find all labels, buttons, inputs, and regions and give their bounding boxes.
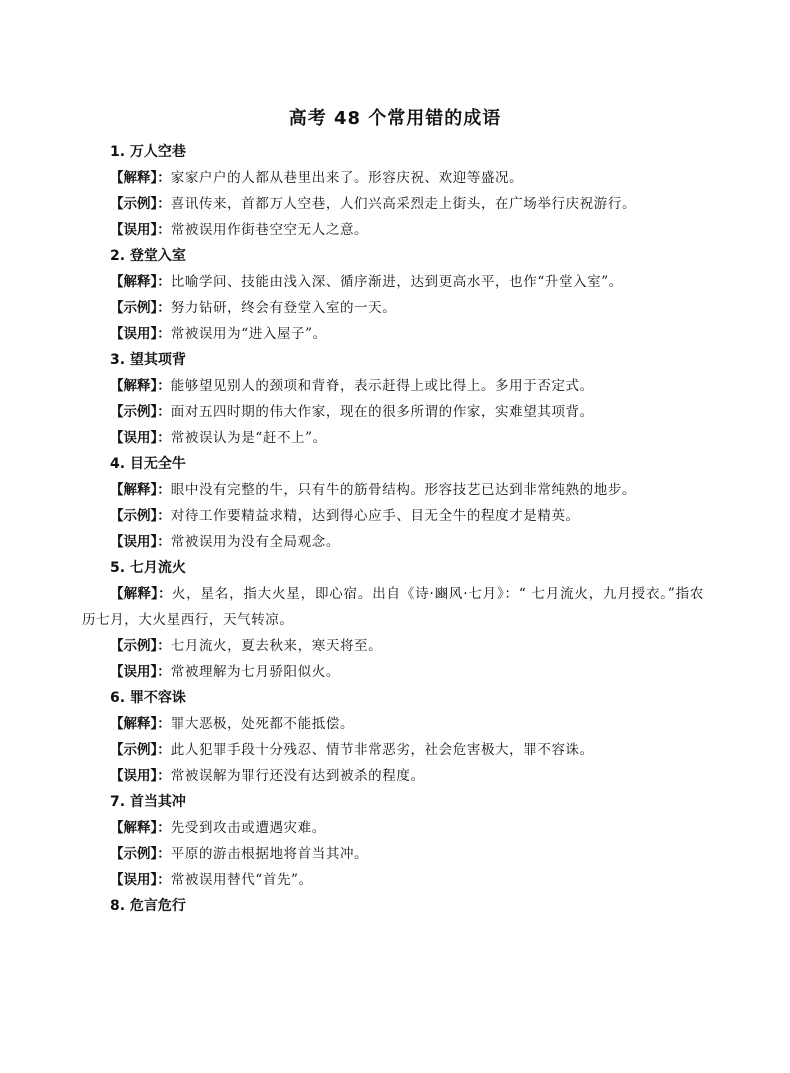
line-text: 眼中没有完整的牛，只有牛的筋骨结构。形容技艺已达到非常纯熟的地步。 [170, 482, 637, 498]
idiom-heading: 2. 登堂入室 [110, 248, 186, 264]
line-label: 【解释】： [110, 378, 171, 394]
idiom-line [82, 269, 704, 295]
document-body [82, 139, 704, 919]
line-label: 【误用】： [110, 872, 171, 888]
idiom-line [82, 737, 704, 763]
line-label: 【误用】： [110, 222, 171, 238]
line-label: 【示例】： [110, 404, 171, 420]
line-text: 常被理解为七月骄阳似火。 [170, 664, 340, 680]
idiom-heading: 6. 罪不容诛 [110, 690, 186, 706]
idiom-line [82, 815, 704, 841]
line-text: 努力钻研，终会有登堂入室的一天。 [170, 300, 397, 316]
line-text: 常被误解为罪行还没有达到被杀的程度。 [170, 768, 425, 784]
idiom-entry [82, 347, 704, 451]
idiom-line [82, 373, 704, 399]
line-text: 对待工作要精益求精，达到得心应手、目无全牛的程度才是精英。 [170, 508, 580, 524]
idiom-line [82, 321, 704, 347]
idiom-entry [82, 685, 704, 789]
line-label: 【解释】： [110, 482, 171, 498]
line-label: 【解释】： [110, 820, 171, 836]
idiom-heading: 8. 危言危行 [110, 898, 186, 914]
idiom-entry [82, 139, 704, 243]
line-label: 【解释】： [110, 170, 171, 186]
line-label: 【误用】： [110, 430, 171, 446]
line-label: 【示例】： [110, 638, 171, 654]
idiom-line [82, 217, 704, 243]
line-text: 常被误认为是“赶不上”。 [170, 430, 327, 446]
idiom-line [82, 659, 704, 685]
idiom-heading: 4. 目无全牛 [110, 456, 186, 472]
line-label: 【示例】： [110, 196, 171, 212]
line-text: 先受到攻击或遭遇灾难。 [170, 820, 326, 836]
idiom-line [82, 165, 704, 191]
line-text: 常被误用替代“首先”。 [170, 872, 313, 888]
idiom-line [82, 503, 704, 529]
line-label: 【示例】： [110, 508, 171, 524]
idiom-heading: 1. 万人空巷 [110, 144, 186, 160]
page-title: 高考 48 个常用错的成语 [288, 108, 502, 129]
idiom-line [82, 711, 704, 737]
line-text: 喜讯传来，首都万人空巷，人们兴高采烈走上街头，在广场举行庆祝游行。 [170, 196, 637, 212]
idiom-line [82, 399, 704, 425]
idiom-line [82, 763, 704, 789]
idiom-line [82, 841, 704, 867]
line-text: 平原的游击根据地将首当其冲。 [170, 846, 369, 862]
idiom-line [82, 581, 704, 633]
idiom-heading: 3. 望其项背 [110, 352, 186, 368]
idiom-line [82, 633, 704, 659]
idiom-entry [82, 243, 704, 347]
idiom-entry [82, 789, 704, 893]
idiom-line [82, 191, 704, 217]
line-text: 此人犯罪手段十分残忍、情节非常恶劣，社会危害极大，罪不容诛。 [170, 742, 594, 758]
line-label: 【解释】： [110, 586, 172, 602]
line-label: 【示例】： [110, 846, 171, 862]
idiom-line [82, 295, 704, 321]
line-label: 【误用】： [110, 664, 171, 680]
idiom-entry [82, 555, 704, 685]
idiom-line [82, 529, 704, 555]
line-label: 【示例】： [110, 742, 171, 758]
line-label: 【示例】： [110, 300, 171, 316]
line-label: 【误用】： [110, 534, 171, 550]
line-text: 常被误用作街巷空空无人之意。 [170, 222, 369, 238]
line-text: 能够望见别人的颈项和背脊，表示赶得上或比得上。多用于否定式。 [170, 378, 594, 394]
line-text: 面对五四时期的伟大作家，现在的很多所谓的作家，实难望其项背。 [170, 404, 594, 420]
line-text: 常被误用为“进入屋子”。 [170, 326, 327, 342]
line-text: 常被误用为没有全局观念。 [170, 534, 340, 550]
idiom-line [82, 477, 704, 503]
line-text: 七月流火，夏去秋来，寒天将至。 [170, 638, 383, 654]
idiom-line [82, 867, 704, 893]
line-text: 比喻学问、技能由浅入深、循序渐进，达到更高水平，也作“升堂入室”。 [170, 274, 623, 290]
line-label: 【误用】： [110, 326, 171, 342]
line-text: 火，星名，指大火星，即心宿。出自《诗·豳风·七月》：“ 七月流火，九月授衣。”指农历七月，大火星西行，天气转凉。 [82, 586, 704, 628]
line-label: 【误用】： [110, 768, 171, 784]
line-label: 【解释】： [110, 274, 171, 290]
idiom-heading: 7. 首当其冲 [110, 794, 186, 810]
idiom-heading: 5. 七月流火 [110, 560, 186, 576]
idiom-line [82, 425, 704, 451]
line-text: 罪大恶极，处死都不能抵偿。 [170, 716, 355, 732]
line-label: 【解释】： [110, 716, 171, 732]
idiom-entry [82, 893, 704, 919]
line-text: 家家户户的人都从巷里出来了。形容庆祝、欢迎等盛况。 [170, 170, 524, 186]
idiom-entry [82, 451, 704, 555]
